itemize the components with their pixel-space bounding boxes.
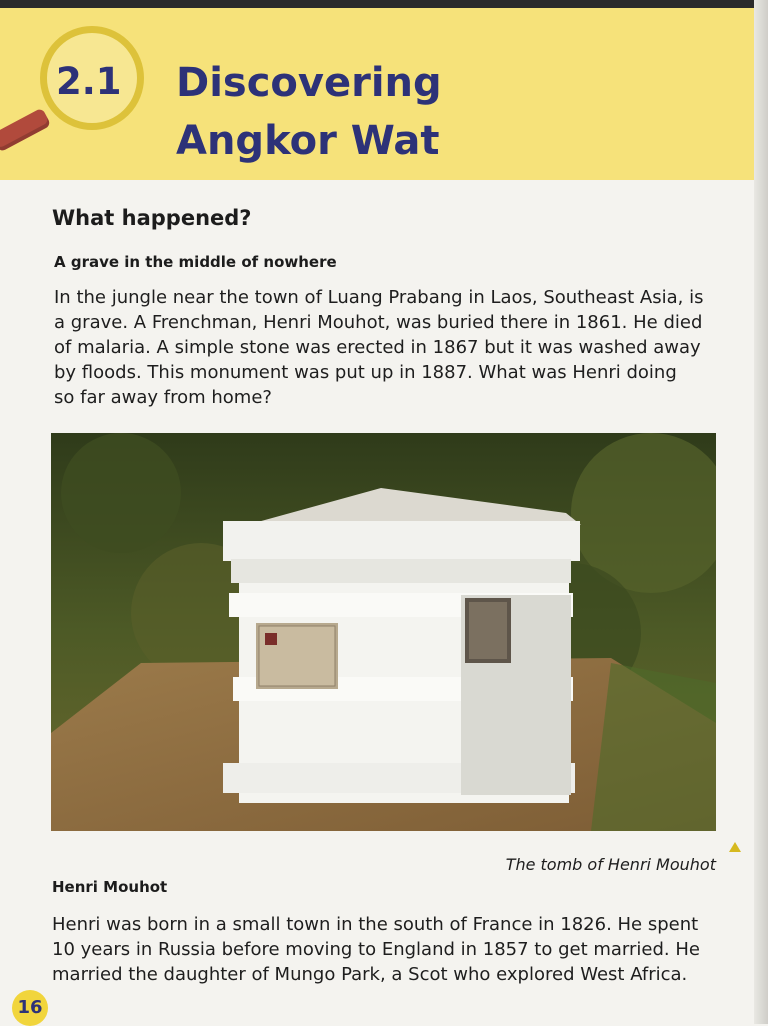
- page-number: 16: [12, 990, 48, 1026]
- section-number: 2.1: [56, 60, 122, 103]
- paragraph-line: 10 years in Russia before moving to England in 1857 to get married. He: [52, 939, 700, 960]
- tomb-photo: [51, 433, 716, 831]
- caption-marker-icon: [729, 842, 741, 852]
- chapter-title-line: Discovering: [176, 60, 442, 106]
- tomb-illustration: [51, 433, 716, 831]
- subheading: Henri Mouhot: [52, 878, 168, 896]
- chapter-header-band: [0, 8, 754, 180]
- paragraph-line: by floods. This monument was put up in 1887. What was Henri doing: [54, 362, 677, 383]
- paragraph-line: of malaria. A simple stone was erected in 1867 but it was washed away: [54, 337, 701, 358]
- magnifier-handle-icon: [0, 108, 51, 153]
- paragraph-line: married the daughter of Mungo Park, a Scot who explored West Africa.: [52, 964, 688, 985]
- scan-top-edge: [0, 0, 768, 8]
- paragraph-line: Henri was born in a small town in the south of France in 1826. He spent: [52, 914, 699, 935]
- section-heading: What happened?: [52, 206, 252, 230]
- paragraph-line: so far away from home?: [54, 387, 272, 408]
- paragraph-line: a grave. A Frenchman, Henri Mouhot, was buried there in 1861. He died: [54, 312, 703, 333]
- photo-caption: The tomb of Henri Mouhot: [505, 855, 716, 874]
- chapter-title-line: Angkor Wat: [176, 118, 440, 164]
- chapter-title: [176, 54, 442, 170]
- page-edge: [754, 0, 768, 1024]
- paragraph: [54, 285, 703, 410]
- paragraph-line: In the jungle near the town of Luang Prabang in Laos, Southeast Asia, is: [54, 287, 704, 308]
- paragraph: [52, 912, 700, 987]
- subheading: A grave in the middle of nowhere: [54, 253, 337, 271]
